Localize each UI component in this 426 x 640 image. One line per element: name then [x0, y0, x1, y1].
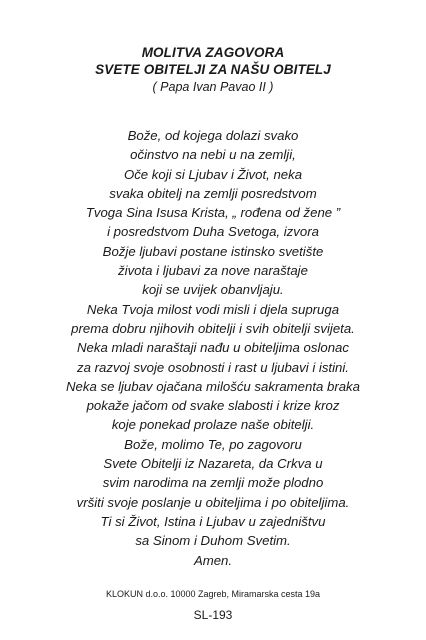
- prayer-line: za razvoj svoje osobnosti i rast u ljubavi i istini.: [77, 359, 349, 375]
- prayer-line: svaka obitelj na zemlji posredstvom: [109, 185, 317, 201]
- prayer-line: sa Sinom i Duhom Svetim.: [135, 533, 291, 549]
- prayer-line: Neka Tvoja milost vodi misli i djela supruga: [86, 301, 340, 317]
- prayer-line: svim narodima na zemlji može plodno: [102, 475, 324, 491]
- title-line-1: MOLITVA ZAGOVORA: [141, 45, 285, 60]
- prayer-line: Svete Obitelji iz Nazareta, da Crkva u: [103, 456, 323, 472]
- prayer-line: pokaže jačom od svake slabosti i krize kroz: [86, 398, 340, 414]
- prayer-text: [0, 126, 426, 570]
- prayer-line: koji se uvijek obanvljaju.: [142, 282, 284, 298]
- prayer-line: Bože, molimo Te, po zagovoru: [124, 436, 302, 452]
- prayer-title: [0, 44, 426, 78]
- prayer-line: Neka se ljubav ojačana milošću sakramenta braka: [66, 378, 360, 394]
- prayer-line: Božje ljubavi postane istinsko svetište: [102, 243, 324, 259]
- prayer-line: očinstvo na nebi u na zemlji,: [130, 147, 296, 163]
- prayer-line: vršiti svoje poslanje u obiteljima i po obiteljima.: [76, 494, 350, 510]
- prayer-line: Neka mladi naraštaji nađu u obiteljima oslonac: [77, 340, 349, 356]
- prayer-line: Ti si Život, Istina i Ljubav u zajedništvu: [100, 513, 326, 529]
- publisher-info: KLOKUN d.o.o. 10000 Zagreb, Miramarska cesta 19a: [105, 589, 321, 599]
- prayer-line: prema dobru njihovih obitelji i svih obitelji svijeta.: [71, 320, 355, 336]
- prayer-line: Tvoga Sina Isusa Krista, „ rođena od žene ”: [85, 205, 341, 221]
- prayer-line: Oče koji si Ljubav i Život, neka: [123, 166, 303, 182]
- prayer-line: i posredstvom Duha Svetoga, izvora: [107, 224, 319, 240]
- prayer-line: života i ljubavi za nove naraštaje: [118, 263, 308, 279]
- prayer-line: Amen.: [193, 552, 233, 568]
- author-subtitle: ( Papa Ivan Pavao II ): [152, 80, 274, 94]
- prayer-line: koje ponekad prolaze naše obitelji.: [111, 417, 315, 433]
- product-code: SL-193: [193, 608, 233, 622]
- title-line-2: SVETE OBITELJI ZA NAŠU OBITELJ: [95, 62, 331, 77]
- prayer-line: Bože, od kojega dolazi svako: [127, 128, 299, 143]
